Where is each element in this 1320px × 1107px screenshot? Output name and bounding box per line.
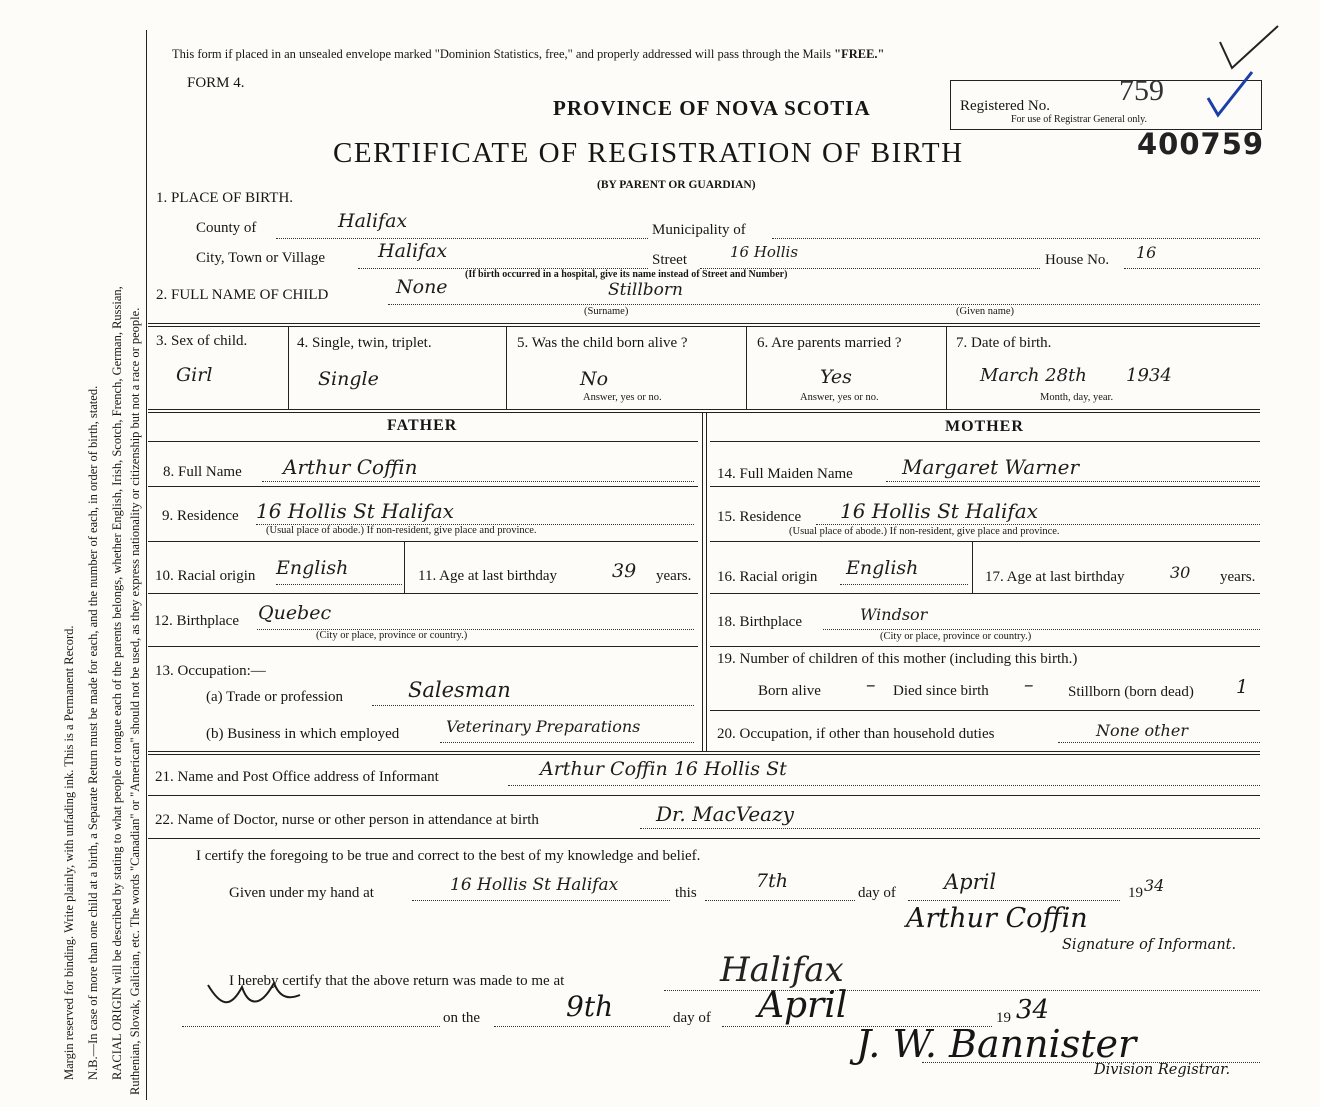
died-since-birth-label: Died since birth: [893, 683, 989, 699]
children-count-label: 19. Number of children of this mother (including this birth.): [717, 651, 1078, 667]
month-line: [908, 900, 1120, 901]
row-divider: [710, 486, 1260, 487]
reg-day-of-label: day of: [673, 1010, 711, 1026]
given-place-line: [412, 900, 670, 901]
given-place-value: 16 Hollis St Halifax: [450, 875, 619, 895]
registrar-place-line: [664, 990, 1260, 991]
reg-year-suffix: 34: [1016, 995, 1050, 1025]
father-mother-divider: [702, 413, 703, 751]
registrar-signature: J. W. Bannister: [856, 1022, 1137, 1066]
province-title: PROVINCE OF NOVA SCOTIA: [553, 96, 871, 120]
father-racial-value: English: [276, 557, 349, 579]
form-number: FORM 4.: [187, 75, 245, 91]
mother-birthplace-label: 18. Birthplace: [717, 614, 802, 630]
mother-racial-label: 16. Racial origin: [717, 569, 818, 585]
row-divider: [148, 486, 698, 487]
registered-number: 759: [1119, 74, 1164, 107]
row-divider: [148, 409, 1260, 410]
reg-day-line: [494, 1026, 670, 1027]
father-racial-line: [276, 584, 402, 585]
dob-caption: Month, day, year.: [1040, 392, 1114, 403]
father-name-label: 8. Full Name: [163, 464, 242, 480]
county-label: County of: [196, 220, 257, 236]
doctor-value: Dr. MacVeazy: [656, 802, 794, 826]
father-trade-label: (a) Trade or profession: [206, 689, 344, 705]
reg-month-value: April: [758, 985, 848, 1026]
father-age-label: 11. Age at last birthday: [418, 568, 557, 584]
married-label: 6. Are parents married ?: [757, 335, 902, 351]
column-divider: [972, 541, 973, 593]
column-divider: [946, 327, 947, 409]
house-value: 16: [1136, 243, 1157, 262]
mother-name-line: [886, 481, 1260, 482]
row-divider: [148, 541, 698, 542]
mail-notice: [172, 47, 884, 62]
column-divider: [288, 327, 289, 409]
column-divider: [746, 327, 747, 409]
father-occupation-label: 13. Occupation:—: [155, 663, 266, 679]
informant-label: 21. Name and Post Office address of Informant: [155, 769, 439, 785]
day-value: 7th: [756, 870, 788, 892]
father-birthplace-value: Quebec: [258, 602, 332, 624]
doctor-line: [640, 828, 1260, 829]
city-label: City, Town or Village: [196, 250, 326, 266]
month-value: April: [944, 870, 997, 894]
mother-abode-note: (Usual place of abode.) If non-resident, give place and province.: [789, 526, 1060, 537]
house-label: House No.: [1045, 252, 1110, 268]
registrar-certify-text: I hereby certify that the above return was made to me at: [229, 973, 565, 989]
county-value: Halifax: [338, 210, 408, 232]
stamp-number: 400759: [1137, 127, 1265, 161]
father-residence-label: 9. Residence: [162, 508, 239, 524]
mother-birthplace-line: [823, 629, 1260, 630]
county-line: [276, 238, 648, 239]
street-value: 16 Hollis: [730, 243, 799, 261]
father-residence-value: 16 Hollis St Halifax: [256, 499, 454, 523]
stillborn-label: Stillborn (born dead): [1068, 684, 1194, 700]
certificate-subtitle: (BY PARENT OR GUARDIAN): [597, 179, 756, 191]
row-divider: [148, 412, 1260, 413]
child-given-name: Stillborn: [608, 280, 683, 300]
margin-notes: [0, 0, 150, 1107]
given-under-label: Given under my hand at: [229, 885, 374, 901]
mother-residence-value: 16 Hollis St Halifax: [840, 499, 1038, 523]
father-heading: FATHER: [387, 417, 458, 434]
mother-residence-line: [816, 524, 1260, 525]
father-trade-line: [372, 705, 694, 706]
row-divider: [148, 646, 698, 647]
certificate-title: CERTIFICATE OF REGISTRATION OF BIRTH: [333, 137, 964, 169]
dob-value: March 28th: [980, 365, 1087, 386]
row-divider: [148, 754, 1260, 755]
child-name-label: 2. FULL NAME OF CHILD: [156, 287, 329, 303]
father-trade-value: Salesman: [408, 678, 511, 702]
mother-years-label: years.: [1220, 569, 1256, 585]
alive-value: No: [580, 368, 609, 390]
margin-note-4: Ruthenian, Slovak, Galician, etc. The words "Canadian" or "American" should not be used, as they express nationality or citizenship but not a race or people.: [128, 307, 142, 1095]
municipality-label: Municipality of: [652, 222, 746, 238]
day-of-label: day of: [858, 885, 896, 901]
father-name-line: [262, 481, 694, 482]
registrar-caption: Division Registrar.: [1094, 1062, 1231, 1078]
handwritten-mark: [200, 965, 320, 1025]
mother-birthplace-note: (City or place, province or country.): [880, 631, 1032, 642]
sex-label: 3. Sex of child.: [156, 333, 248, 349]
registrar-blank-line: [182, 1026, 440, 1027]
mother-racial-value: English: [846, 557, 919, 579]
row-divider: [710, 441, 1260, 442]
year-prefix: 19: [1128, 885, 1143, 901]
street-label: Street: [652, 252, 687, 268]
registrar-place-value: Halifax: [720, 950, 844, 990]
child-surname: None: [396, 276, 448, 298]
father-business-value: Veterinary Preparations: [446, 717, 641, 736]
row-divider: [148, 593, 698, 594]
informant-value: Arthur Coffin 16 Hollis St: [540, 758, 787, 780]
father-business-line: [440, 742, 694, 743]
house-line: [1124, 268, 1260, 269]
mother-age-value: 30: [1170, 563, 1191, 582]
reg-year-prefix: 19: [996, 1010, 1011, 1026]
city-value: Halifax: [378, 240, 448, 262]
born-alive-label: Born alive: [758, 683, 821, 699]
binding-margin-line: [146, 30, 147, 1100]
married-caption: Answer, yes or no.: [800, 392, 879, 403]
given-caption: (Given name): [956, 306, 1015, 317]
father-birthplace-note: (City or place, province or country.): [316, 630, 468, 641]
father-mother-divider: [706, 413, 707, 751]
mother-name-value: Margaret Warner: [902, 455, 1080, 479]
column-divider: [506, 327, 507, 409]
mother-occupation-value: None other: [1096, 721, 1188, 740]
margin-note-3: RACIAL ORIGIN will be described by stating to what people or tongue each of the parents belongs, whether English, Irish, Scotch, French, German, Russian,: [110, 286, 124, 1080]
hospital-note: (If birth occurred in a hospital, give its name instead of Street and Number): [465, 269, 788, 280]
father-years-label: years.: [656, 568, 692, 584]
died-since-birth-value: –: [1024, 674, 1034, 696]
reg-day-value: 9th: [566, 990, 614, 1023]
dob-year: 1934: [1126, 365, 1172, 386]
row-divider: [148, 323, 1260, 324]
checkmark-icon: [1190, 20, 1310, 120]
alive-label: 5. Was the child born alive ?: [517, 335, 688, 351]
row-divider: [148, 795, 1260, 796]
margin-note-1: Margin reserved for binding. Write plainly, with unfading ink. This is a Permanent Record.: [62, 625, 76, 1080]
alive-caption: Answer, yes or no.: [583, 392, 662, 403]
mail-free: "FREE.": [834, 47, 885, 61]
surname-caption: (Surname): [584, 306, 629, 317]
registered-note: For use of Registrar General only.: [1011, 114, 1147, 125]
mail-notice-text: This form if placed in an unsealed envelope marked "Dominion Statistics, free," and properly addressed will pass through the Mails: [172, 47, 831, 61]
informant-signature-caption: Signature of Informant.: [1062, 937, 1237, 953]
mother-residence-label: 15. Residence: [717, 509, 802, 525]
sex-value: Girl: [176, 364, 213, 386]
mother-occupation-label: 20. Occupation, if other than household duties: [717, 726, 995, 742]
informant-line: [508, 785, 1260, 786]
mother-occupation-line: [1058, 742, 1260, 743]
mother-racial-line: [840, 584, 968, 585]
informant-signature: Arthur Coffin: [906, 903, 1088, 934]
certify-text: I certify the foregoing to be true and correct to the best of my knowledge and belief.: [196, 848, 701, 864]
row-divider: [710, 710, 1260, 711]
plurality-label: 4. Single, twin, triplet.: [297, 335, 432, 351]
married-value: Yes: [820, 366, 852, 388]
year-suffix: 34: [1144, 876, 1165, 895]
on-the-label: on the: [443, 1010, 481, 1026]
municipality-line: [772, 238, 1260, 239]
place-of-birth-heading: 1. PLACE OF BIRTH.: [156, 190, 294, 206]
father-business-label: (b) Business in which employed: [206, 726, 400, 742]
mother-age-label: 17. Age at last birthday: [985, 569, 1125, 585]
mother-birthplace-value: Windsor: [860, 605, 928, 624]
row-divider: [710, 646, 1260, 647]
father-abode-note: (Usual place of abode.) If non-resident, give place and province.: [266, 525, 537, 536]
day-line: [705, 900, 855, 901]
row-divider: [148, 751, 1260, 752]
plurality-value: Single: [318, 368, 379, 390]
row-divider: [148, 326, 1260, 327]
father-birthplace-label: 12. Birthplace: [154, 613, 239, 629]
registered-label: Registered No.: [960, 98, 1050, 114]
row-divider: [710, 541, 1260, 542]
row-divider: [148, 838, 1260, 839]
this-label: this: [675, 885, 697, 901]
mother-heading: MOTHER: [945, 418, 1024, 435]
column-divider: [404, 541, 405, 593]
father-racial-label: 10. Racial origin: [155, 568, 256, 584]
child-name-line: [388, 304, 1260, 305]
father-age-value: 39: [612, 560, 637, 582]
dob-label: 7. Date of birth.: [956, 335, 1052, 351]
born-alive-value: –: [866, 674, 876, 696]
row-divider: [148, 441, 698, 442]
margin-note-2: N.B.—In case of more than one child at a birth, a Separate Return must be made for each, and the number of each, in order of birth, stated.: [86, 385, 100, 1080]
row-divider: [710, 593, 1260, 594]
doctor-label: 22. Name of Doctor, nurse or other person in attendance at birth: [155, 812, 539, 828]
stillborn-value: 1: [1236, 676, 1249, 698]
father-name-value: Arthur Coffin: [283, 455, 418, 479]
mother-name-label: 14. Full Maiden Name: [717, 466, 853, 482]
